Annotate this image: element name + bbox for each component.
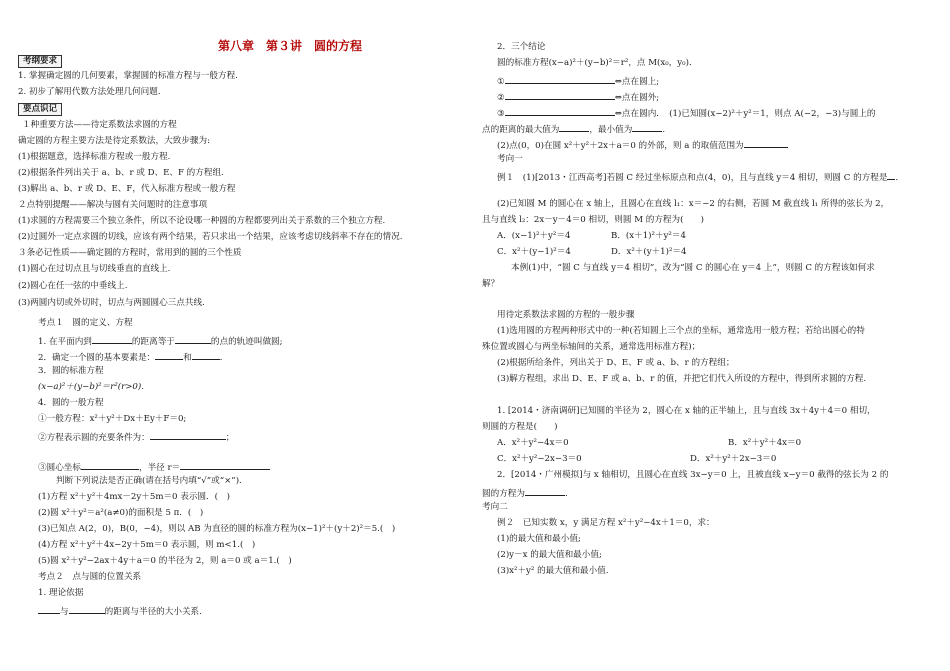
text-line: (3)解出 a、b、r 或 D、E、F，代入标准方程或一般方程	[18, 184, 236, 194]
theory-heading: 1. 理论依据	[38, 588, 84, 598]
practice-1: 1. [2014・济南调研]已知圆的半径为 2，圆心在 x 轴的正半轴上，且与直线 3x＋4y＋4＝0 相切，	[497, 406, 876, 416]
blank[interactable]	[559, 122, 589, 132]
text-line: (3)两圆内切或外切时，切点与两圆圆心三点共线.	[18, 298, 205, 308]
judge-instruction: 判断下列说法是否正确(请在括号内填“√”或“×”).	[56, 476, 242, 486]
range-line: (2)点(0，0)在圆 x²＋y²＋2x＋a＝0 的外部，则 a 的取值范围为	[497, 138, 788, 152]
text-line: 则圆的方程是( )	[482, 422, 558, 432]
blank[interactable]	[155, 350, 183, 360]
judge-item-4: (4)方程 x²＋y²＋4x−2y＋5m＝0 表示圆，则 m<1.( )	[38, 540, 256, 550]
blank[interactable]	[505, 90, 615, 100]
text-line: (1)选用圆的方程两种形式中的一种(若知圆上三个点的坐标，通常选用一般方程；若给出圆心的特	[497, 326, 865, 336]
blank[interactable]	[525, 486, 565, 496]
text-line: 殊位置或圆心与两坐标轴间的关系，通常选用标准方程)；	[482, 342, 701, 352]
text-line: (2)根据条件列出关于 a、b、r 或 D、E、F 的方程组.	[18, 168, 224, 178]
practice-option-a: A．x²＋y²−4x＝0	[497, 438, 569, 448]
conclusion-3: ③ ⇔点在圆内． (1)已知圆(x−2)²＋y²＝1，则点 A(−2，−3)与圆上的	[497, 106, 876, 120]
elements-line: 2．确定一个圆的基本要素是： 和 .	[38, 350, 223, 364]
max-min-line: 点的距离的最大值为 ，最小值为 .	[482, 122, 665, 136]
example-2-q3: (3)x²＋y² 的最大值和最小值.	[497, 566, 609, 576]
blank[interactable]	[180, 460, 270, 470]
method-heading: １种重要方法——待定系数法求圆的方程	[22, 120, 177, 130]
blank[interactable]	[192, 350, 220, 360]
blank[interactable]	[81, 460, 139, 470]
three-conclusions: 2．三个结论	[497, 42, 546, 52]
blank[interactable]	[744, 138, 788, 148]
blank[interactable]	[92, 334, 132, 344]
variation-line: 本例(1)中，“圆 C 与直线 y＝4 相切”，改为“圆 C 的圆心在 y＝4 上”，则圆 C 的方程该如何求	[511, 263, 875, 273]
conclusion-2: ② ⇔点在圆外;	[497, 90, 659, 104]
text-line: 圆的标准方程(x−a)²＋(y−b)²＝r²，点 M(x₀，y₀)．	[497, 58, 698, 68]
general-eq-heading: 4．圆的一般方程	[38, 398, 104, 408]
practice-option-c: C．x²＋y²−2x−3＝0	[497, 454, 582, 464]
exam-req-1: 1. 掌握确定圆的几何要素，掌握圆的标准方程与一般方程.	[18, 71, 238, 81]
blank[interactable]	[175, 334, 211, 344]
text-line: 解？	[482, 279, 500, 289]
properties-heading: ３条必记性质——确定圆的方程时，常用到的圆的三个性质	[18, 248, 242, 258]
definition-line: 1. 在平面内到 的距离等于 的点的轨迹叫做圆;	[38, 334, 283, 348]
kaodian-2-title: 考点２ 点与圆的位置关系	[38, 572, 142, 582]
judge-item-5: (5)圆 x²＋y²−2ax＋4y＋a＝0 的半径为 2，则 a＝0 或 a＝1.( )	[38, 556, 292, 566]
option-a: A．(x−1)²＋y²＝4	[497, 231, 571, 241]
practice-option-b: B．x²＋y²＋4x＝0	[728, 438, 802, 448]
blank[interactable]	[150, 430, 226, 440]
judge-item-2: (2)圆 x²＋y²＝a²(a≠0)的面积是 5 π．( )	[38, 508, 204, 518]
exam-requirements-label: 考纲要求	[18, 55, 62, 68]
kaoxiang-1: 考向一	[497, 154, 523, 164]
judge-item-1: (1)方程 x²＋y²＋4mx－2y＋5m＝0 表示圆．( )	[38, 492, 230, 502]
text-line: 确定圆的方程主要方法是待定系数法，大致步骤为:	[18, 136, 210, 146]
kaoxiang-2: 考向二	[482, 502, 508, 512]
text-line: (2)圆心在任一弦的中垂线上.	[18, 281, 128, 291]
example-2-q1: (1)的最大值和最小值;	[497, 534, 581, 544]
text-line: (1)求圆的方程需要三个独立条件，所以不论设哪一种圆的方程都要列出关于系数的三个独立方程.	[18, 216, 386, 226]
blank[interactable]	[505, 106, 615, 116]
text-line: (2)根据所给条件，列出关于 D、E、F 或 a、b、r 的方程组；	[497, 358, 735, 368]
practice-2: 2．[2014・广州模拟]与 x 轴相切，且圆心在直线 3x−y＝0 上，且被直线 x−y＝0 截得的弦长为 2 的	[497, 470, 889, 480]
exam-req-2: 2. 初步了解用代数方法处理几何问题.	[18, 87, 161, 97]
judge-item-3: (3)已知点 A(2，0)，B(0，−4)，则以 AB 为直径的圆的标准方程为(x−1)²＋(y＋2)²＝5.( )	[38, 524, 396, 534]
example-2: 例２ 已知实数 x，y 满足方程 x²＋y²−4x＋1＝0，求：	[497, 518, 715, 528]
text-line: (3)解方程组，求出 D、E、F 或 a、b、r 的值，并把它们代入所设的方程中，得到所求圆的方程.	[497, 374, 867, 384]
page-title: 第八章 第３讲 圆的方程	[217, 39, 362, 53]
practice-2-line: 圆的方程为 .	[482, 486, 568, 500]
option-b: B．(x＋1)²＋y²＝4	[611, 231, 686, 241]
blank[interactable]	[38, 604, 60, 614]
kaodian-1-title: 考点１ 圆的定义、方程	[38, 318, 133, 328]
practice-option-d: D．x²＋y²＋2x−3＝0	[690, 454, 777, 464]
text-line: (1)圆心在过切点且与切线垂直的直线上.	[18, 264, 171, 274]
blank[interactable]	[505, 74, 615, 84]
text-line: (1)根据题意，选择标准方程或一般方程.	[18, 152, 171, 162]
key-points-label: 要点识记	[18, 103, 62, 116]
text-line: 且与直线 l₂：2x－y－4＝0 相切，则圆 M 的方程为( )	[482, 215, 705, 225]
example-2-q2: (2)y－x 的最大值和最小值;	[497, 550, 602, 560]
general-eq: ①一般方程：x²＋y²＋Dx＋Ey＋F＝0;	[38, 414, 187, 424]
center-radius-line: ③圆心坐标 ，半径 r＝	[38, 460, 270, 474]
option-c: C．x²＋(y−1)²＝4	[497, 247, 571, 257]
reminder-heading: ２点特别提醒——解决与圆有关问题时的注意事项	[18, 200, 208, 210]
standard-eq-heading: 3．圆的标准方程	[38, 366, 104, 376]
text-line: (2)已知圆 M 的圆心在 x 轴上，且圆心在直线 l₁：x＝−2 的右侧，若圆 M 截直线 l₁ 所得的弦长为 2，	[497, 199, 890, 209]
blank[interactable]	[632, 122, 662, 132]
blank[interactable]	[69, 604, 105, 614]
method-heading: 用待定系数法求圆的方程的一般步骤	[497, 310, 635, 320]
example-1: 例１ (1)[2013・江西高考]若圆 C 经过坐标原点和点(4，0)，且与直线 y＝4 相切，则圆 C 的方程是 ．	[497, 170, 904, 184]
condition-line: ②方程表示圆的充要条件为： ；	[38, 430, 234, 444]
option-d: D．x²＋(y＋1)²＝4	[611, 247, 687, 257]
conclusion-1: ① ⇔点在圆上;	[497, 74, 659, 88]
standard-eq: (x−a)²＋(y−b)²＝r²(r>0).	[38, 382, 144, 392]
theory-line: 与 的距离与半径的大小关系.	[38, 604, 202, 618]
text-line: (2)过圆外一定点求圆的切线，应该有两个结果，若只求出一个结果，应该考虑切线斜率不存在的情况.	[18, 232, 403, 242]
